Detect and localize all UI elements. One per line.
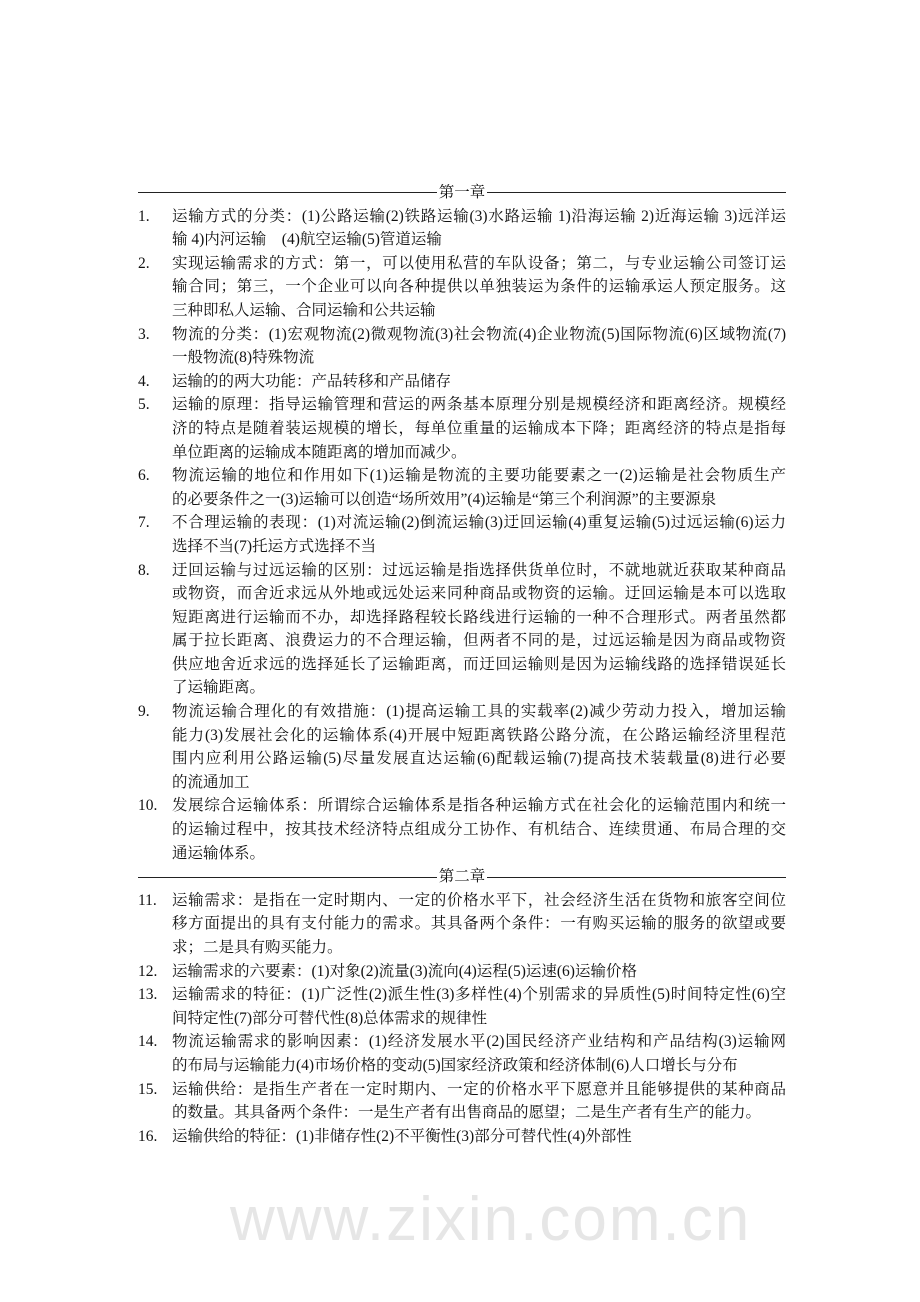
text-line: 的数量。其具备两个条件：一是生产者有出售商品的愿望；二是生产者有生产的能力。 [172, 1104, 762, 1122]
item-number: 9. [138, 703, 150, 721]
item-text [172, 794, 786, 865]
text-line: 三种即私人运输、合同运输和公共运输 [172, 301, 436, 319]
item-text [172, 464, 786, 511]
list-item [138, 794, 786, 865]
item-text [172, 1078, 786, 1125]
divider-line [138, 877, 437, 878]
list-item [138, 960, 786, 984]
text-line: 的运输过程中，按其技术经济特点组成分工协作、有机结合、连续贯通、布局合理的交 [172, 821, 786, 839]
text-line: 选择不当(7)托运方式选择不当 [172, 537, 377, 555]
item-text [172, 700, 786, 794]
text-line: 的必要条件之一(3)运输可以创造“场所效用”(4)运输是“第三个利润源”的主要源泉 [172, 490, 717, 508]
divider-line [138, 192, 437, 193]
text-line: 求；二是具有购买能力。 [172, 939, 343, 956]
item-number: 13. [138, 986, 158, 1004]
text-line: 运输需求的特征：(1)广泛性(2)派生性(3)多样性(4)个别需求的异质性(5)时间特定性(6)空 [172, 986, 786, 1004]
item-text [172, 960, 786, 984]
list-item [138, 393, 786, 464]
item-text [172, 323, 786, 370]
text-line: 物流运输的地位和作用如下(1)运输是物流的主要功能要素之一(2)运输是社会物质生产 [172, 467, 786, 485]
item-text [172, 889, 786, 960]
text-line: 发展综合运输体系：所谓综合运输体系是指各种运输方式在社会化的运输范围内和统一 [172, 797, 786, 815]
item-number: 7. [138, 514, 150, 532]
divider-line [487, 192, 786, 193]
chapter-title: 第二章 [438, 868, 486, 886]
item-text [172, 559, 786, 701]
text-line: 一般物流(8)特殊物流 [172, 349, 315, 367]
text-line: 的布局与运输能力(4)市场价格的变动(5)国家经济政策和经济体制(6)人口增长与分布 [172, 1056, 738, 1074]
item-number: 2. [138, 254, 150, 272]
text-line: 单位距离的运输成本随距离的增加而减少。 [172, 443, 467, 461]
text-line: 迂回运输与过远运输的区别：过远运输是指选择供货单位时，不就地就近获取某种商品 [172, 561, 786, 579]
divider-line [487, 877, 786, 878]
text-line: 间特定性(7)部分可替代性(8)总体需求的规律性 [172, 1009, 488, 1027]
text-line: 属于拉长距离、浪费运力的不合理运输，但两者不同的是，过远运输是因为商品或物资 [172, 632, 786, 650]
item-number: 11. [138, 891, 157, 909]
text-line: 运输供给的特征：(1)非储存性(2)不平衡性(3)部分可替代性(4)外部性 [172, 1127, 632, 1145]
item-number: 1. [138, 207, 150, 225]
text-line: 移方面提出的具有支付能力的需求。其具备两个条件：一有购买运输的服务的欲望或要 [172, 915, 786, 933]
text-line: 输合同；第三，一个企业可以向各种提供以单独装运为条件的运输承运人预定服务。这 [172, 278, 786, 296]
list-item [138, 1125, 786, 1149]
item-number: 12. [138, 962, 158, 980]
list-item [138, 205, 786, 252]
item-text [172, 205, 786, 252]
list-item [138, 323, 786, 370]
list-item [138, 700, 786, 794]
text-line: 了运输距离。 [172, 679, 266, 697]
text-line: 运输的原理：指导运输管理和营运的两条基本原理分别是规模经济和距离经济。规模经 [172, 396, 786, 414]
item-number: 15. [138, 1080, 158, 1098]
chapter-heading [138, 865, 786, 889]
text-line: 物流运输需求的影响因素：(1)经济发展水平(2)国民经济产业结构和产品结构(3)运输网 [172, 1033, 786, 1051]
item-number: 5. [138, 396, 150, 414]
list-item [138, 1030, 786, 1077]
list-item [138, 511, 786, 558]
text-line: 物流的分类：(1)宏观物流(2)微观物流(3)社会物流(4)企业物流(5)国际物流(6)区域物流(7) [172, 325, 786, 343]
chapter-heading [138, 181, 786, 205]
text-line: 围内应利用公路运输(5)尽量发展直达运输(6)配载运输(7)提高技术装载量(8)进行必要 [172, 750, 786, 768]
text-line: 短距离进行运输而不办，却选择路程较长路线进行运输的一种不合理形式。两者虽然都 [172, 608, 786, 626]
list-item [138, 252, 786, 323]
text-line: 供应地舍近求远的选择延长了运输距离，而迂回运输则是因为运输线路的选择错误延长 [172, 655, 786, 673]
text-line: 通运输体系。 [172, 844, 266, 862]
item-text [172, 252, 786, 323]
list-item [138, 559, 786, 701]
item-number: 8. [138, 561, 150, 579]
chapter-title: 第一章 [438, 184, 486, 201]
item-number: 4. [138, 372, 150, 390]
text-line: 物流运输合理化的有效措施：(1)提高运输工具的实载率(2)减少劳动力投入，增加运输 [172, 703, 786, 721]
list-item [138, 1078, 786, 1125]
item-number: 6. [138, 467, 150, 485]
item-number: 10. [138, 797, 158, 815]
item-text [172, 1125, 786, 1149]
list-item [138, 889, 786, 960]
item-text [172, 511, 786, 558]
list-item [138, 370, 786, 394]
text-line: 不合理运输的表现：(1)对流运输(2)倒流运输(3)迂回运输(4)重复运输(5)过远运输(6)运力 [172, 514, 786, 532]
text-line: 运输需求：是指在一定时期内、一定的价格水平下，社会经济生活在货物和旅客空间位 [172, 891, 786, 909]
text-line: 能力(3)发展社会化的运输体系(4)开展中短距离铁路公路分流，在公路运输经济里程范 [172, 726, 786, 744]
text-line: 济的特点是随着装运规模的增长，每单位重量的运输成本下降；距离经济的特点是指每 [172, 419, 786, 437]
text-line: 实现运输需求的方式：第一，可以使用私营的车队设备；第二，与专业运输公司签订运 [172, 254, 786, 272]
text-line: 输 4)内河运输 (4)航空运输(5)管道运输 [172, 231, 442, 249]
item-number: 3. [138, 325, 150, 343]
text-line: 的流通加工 [172, 773, 250, 791]
list-item [138, 464, 786, 511]
watermark: www.zixin.com.cn [230, 1185, 752, 1254]
item-number: 14. [138, 1033, 158, 1051]
item-text [172, 1030, 786, 1077]
item-text [172, 393, 786, 464]
text-line: 运输方式的分类：(1)公路运输(2)铁路运输(3)水路运输 1)沿海运输 2)近海运输 3)远洋运 [172, 207, 786, 225]
document-body [138, 181, 786, 1148]
text-line: 运输需求的六要素：(1)对象(2)流量(3)流向(4)运程(5)运速(6)运输价格 [172, 962, 637, 980]
text-line: 或物资，而舍近求远从外地或远处运来同种商品或物资的运输。迂回运输是本可以选取 [172, 585, 786, 603]
text-line: 运输的的两大功能：产品转移和产品储存 [172, 372, 452, 390]
item-text [172, 983, 786, 1030]
list-item [138, 983, 786, 1030]
item-text [172, 370, 786, 394]
text-line: 运输供给：是指生产者在一定时期内、一定的价格水平下愿意并且能够提供的某种商品 [172, 1080, 786, 1098]
item-number: 16. [138, 1127, 158, 1145]
